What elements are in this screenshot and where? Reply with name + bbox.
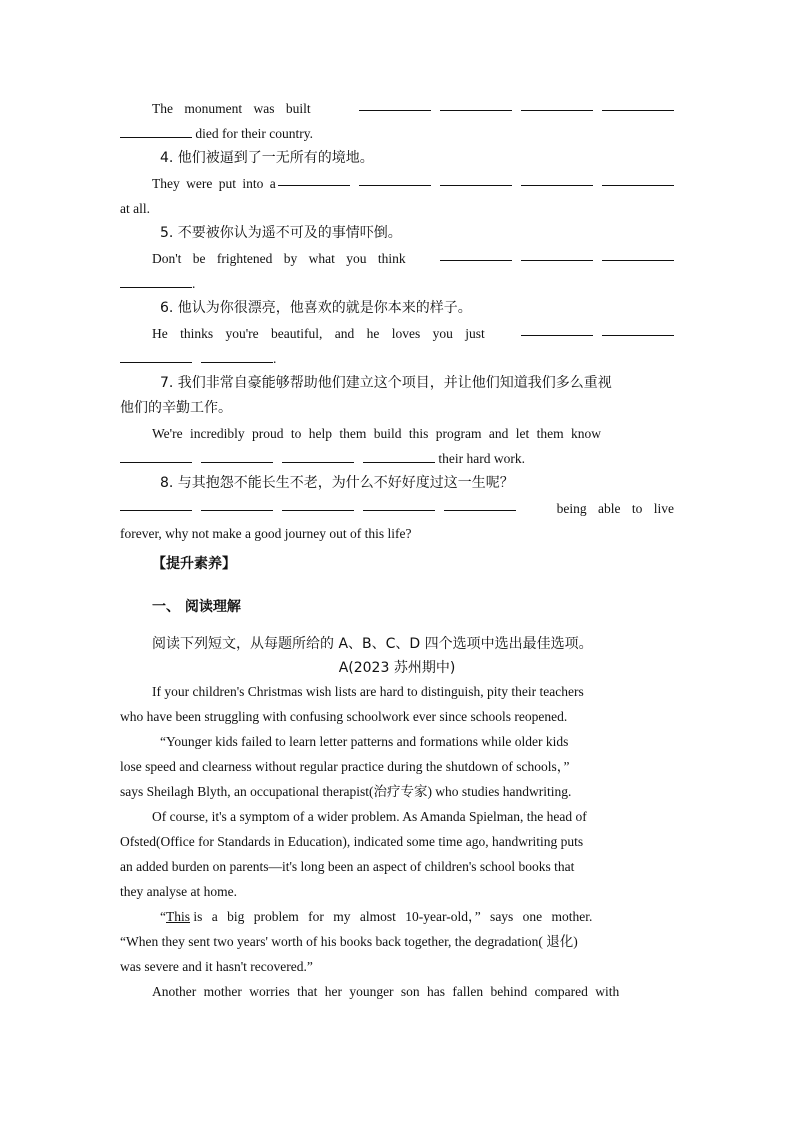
answer-blank[interactable] xyxy=(440,171,512,186)
passage-line: an added burden on parents—it's long been an aspect of children's school books that xyxy=(120,859,575,874)
q8-line2: forever, why not make a good journey out of this life? xyxy=(120,526,412,541)
answer-blank[interactable] xyxy=(521,321,593,336)
q4-line1 xyxy=(120,171,674,196)
q4-text: They were put into a xyxy=(152,176,276,191)
passage-line: who have been struggling with confusing schoolwork ever since schools reopened. xyxy=(120,709,568,724)
q4-blanks xyxy=(278,171,674,196)
section-heading: 【提升素养】 xyxy=(152,556,236,572)
passage-line: they analyse at home. xyxy=(120,884,237,899)
q3-line2 xyxy=(120,121,674,146)
q6-end-text: . xyxy=(273,351,277,366)
q7-line2 xyxy=(120,446,674,471)
q4-chinese: 4. 他们被逼到了一无所有的境地。 xyxy=(160,150,374,166)
passage-line: Another mother worries that her younger son has fallen behind compared with xyxy=(152,984,620,999)
passage-title: A(2023 苏州期中) xyxy=(338,660,456,676)
answer-blank[interactable] xyxy=(120,123,192,138)
answer-blank[interactable] xyxy=(282,448,354,463)
answer-blank[interactable] xyxy=(201,448,273,463)
passage-line: Of course, it's a symptom of a wider problem. As Amanda Spielman, the head of xyxy=(152,809,587,824)
q8-text: being able to live xyxy=(556,501,674,516)
q7-chinese-2: 他们的辛勤工作。 xyxy=(120,400,232,416)
q5-chinese: 5. 不要被你认为遥不可及的事情吓倒。 xyxy=(160,225,402,241)
answer-blank[interactable] xyxy=(278,171,350,186)
q8-line1 xyxy=(120,496,674,521)
q3-text: The monument was built xyxy=(152,101,311,116)
answer-blank[interactable] xyxy=(359,171,431,186)
q5-text: Don't be frightened by what you think xyxy=(152,251,406,266)
q8-blanks xyxy=(120,496,516,521)
quote-mark: “ xyxy=(160,909,166,924)
passage-line: says Sheilagh Blyth, an occupational therapist(治疗专家) who studies handwriting. xyxy=(120,784,572,799)
answer-blank[interactable] xyxy=(440,96,512,111)
passage-line: lose speed and clearness without regular practice during the shutdown of schools，” xyxy=(120,759,570,774)
answer-blank[interactable] xyxy=(120,496,192,511)
answer-blank[interactable] xyxy=(201,496,273,511)
q6-chinese: 6. 他认为你很漂亮，他喜欢的就是你本来的样子。 xyxy=(160,300,472,316)
instruction: 阅读下列短文，从每题所给的 A、B、C、D 四个选项中选出最佳选项。 xyxy=(152,636,593,652)
answer-blank[interactable] xyxy=(120,273,192,288)
passage-line: Ofsted(Office for Standards in Education), indicated some time ago, handwriting puts xyxy=(120,834,584,849)
answer-blank[interactable] xyxy=(521,246,593,261)
passage-line: If your children's Christmas wish lists are hard to distinguish, pity their teachers xyxy=(152,684,584,699)
answer-blank[interactable] xyxy=(359,96,431,111)
passage-line: was severe and it hasn't recovered.” xyxy=(120,959,313,974)
answer-blank[interactable] xyxy=(120,448,192,463)
underlined-word: This xyxy=(166,909,191,924)
q3-line1 xyxy=(120,96,674,121)
q4-line2: at all. xyxy=(120,201,150,216)
q8-chinese: 8. 与其抱怨不能长生不老，为什么不好好度过这一生呢？ xyxy=(160,475,514,491)
q5-blanks xyxy=(440,246,674,271)
q6-line1 xyxy=(120,321,674,346)
passage-line: “When they sent two years' worth of his books back together, the degradation( 退化) xyxy=(120,934,578,949)
q3-blanks xyxy=(359,96,674,121)
passage-line: “Younger kids failed to learn letter patterns and formations while older kids xyxy=(160,734,569,749)
q7-end-text: their hard work. xyxy=(438,451,525,466)
answer-blank[interactable] xyxy=(602,321,674,336)
answer-blank[interactable] xyxy=(602,171,674,186)
q3-end-text: died for their country. xyxy=(195,126,313,141)
q6-text: He thinks you're beautiful, and he loves you just xyxy=(152,326,485,341)
answer-blank[interactable] xyxy=(363,448,435,463)
answer-blank[interactable] xyxy=(440,246,512,261)
answer-blank[interactable] xyxy=(201,348,273,363)
q5-line2 xyxy=(120,271,674,296)
answer-blank[interactable] xyxy=(444,496,516,511)
part-heading: 一、 阅读理解 xyxy=(152,599,241,615)
q6-line2 xyxy=(120,346,674,371)
document-page xyxy=(120,96,674,1004)
answer-blank[interactable] xyxy=(521,171,593,186)
answer-blank[interactable] xyxy=(602,246,674,261)
q6-blanks xyxy=(521,321,674,346)
q7-blanks xyxy=(120,448,435,463)
answer-blank[interactable] xyxy=(363,496,435,511)
answer-blank[interactable] xyxy=(282,496,354,511)
passage-line xyxy=(120,904,674,929)
passage-text: is a big problem for my almost 10-year-old，” says one mother. xyxy=(193,909,593,924)
q7-chinese-1: 7. 我们非常自豪能够帮助他们建立这个项目，并让他们知道我们多么重视 xyxy=(160,375,612,391)
q7-line1: We're incredibly proud to help them build this program and let them know xyxy=(152,426,602,441)
answer-blank[interactable] xyxy=(120,348,192,363)
q5-line1 xyxy=(120,246,674,271)
q5-end-text: . xyxy=(192,276,196,291)
answer-blank[interactable] xyxy=(521,96,593,111)
q6-blanks-2 xyxy=(120,348,273,363)
answer-blank[interactable] xyxy=(602,96,674,111)
